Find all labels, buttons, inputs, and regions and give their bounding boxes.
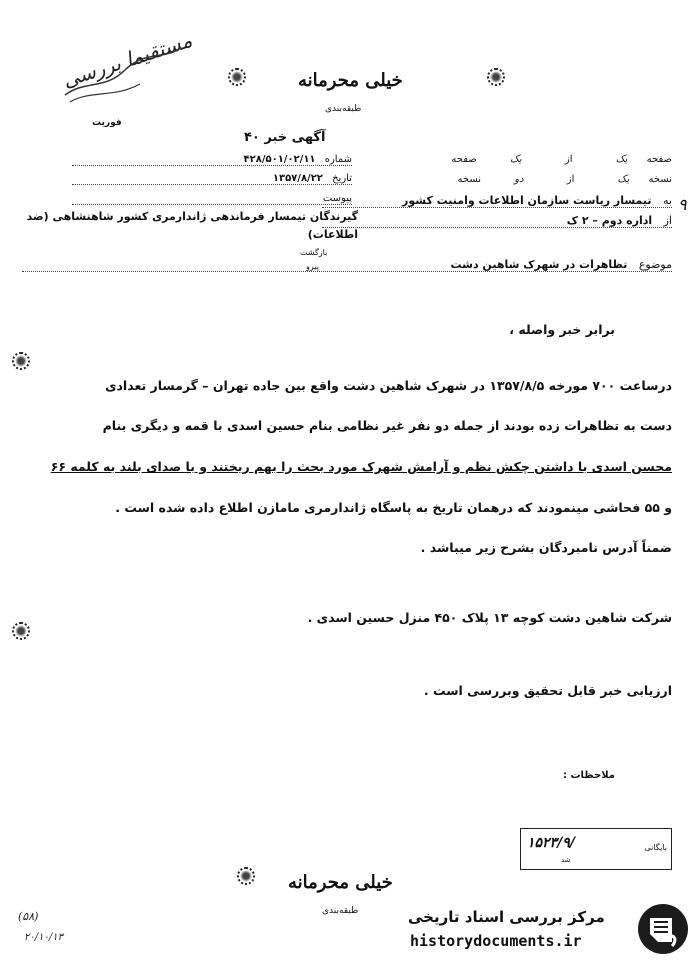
page-from: از [564, 154, 573, 165]
copy-row [332, 174, 672, 185]
to-value: تیمسار ریاست سازمان اطلاعات وامنیت کشور [402, 194, 652, 207]
body-line-4: و ۵۵ فحاشی مینمودند که درهمان تاریخ به پاسگاه ژاندارمری مامازن اطلاع داده شده است . [115, 500, 672, 515]
address: شرکت شاهین دشت کوچه ۱۳ پلاک ۴۵۰ منزل حسین اسدی . [307, 610, 672, 625]
from-row [322, 214, 672, 228]
classification-heading: خیلی محرمانه [298, 70, 403, 91]
date-label: تاریخ [332, 173, 352, 184]
page-of: صفحه [451, 154, 477, 165]
seal-top-left [228, 68, 246, 86]
date-row [72, 173, 352, 185]
attachment2-label: پیرو [306, 262, 319, 271]
margin-note-2: ۲۰/۱۰/۱۳ [24, 932, 63, 943]
margin-number: ۹ [678, 195, 687, 214]
stamp-sub: شد [561, 856, 571, 864]
watermark-logo-icon [636, 902, 690, 956]
watermark-org-name: مرکز بررسی اسناد تاریخی [408, 908, 605, 926]
subject-label: موضوع [638, 258, 672, 271]
notes-label: ملاحظات : [562, 770, 615, 781]
subject-value: تظاهرات در شهرک شاهین دشت [450, 258, 628, 271]
seal-body-left [12, 352, 30, 370]
subject-row [22, 258, 672, 272]
copy-total: دو [514, 174, 524, 185]
to-label: به [663, 194, 672, 207]
body-intro: برابر خبر واصله ، [509, 322, 615, 337]
number-label: شماره [324, 154, 352, 165]
handwritten-scribble [55, 40, 185, 110]
body-line-3: محسن اسدی با داشتن چکش نظم و آرامش شهرک مورد بحث را بهم ریختند و با صدای بلند به کلمه ۶۶ [50, 459, 672, 474]
document-title: آگهی خبر ۴۰ [244, 130, 326, 145]
evaluation: ارزیابی خبر قابل تحقیق وبررسی است . [423, 683, 672, 698]
seal-top-right [487, 68, 505, 86]
page-value: یک [615, 154, 628, 165]
recipients: گیرندگان تیمسار فرماندهی ژاندارمری کشور شاهنشاهی (ضد اطلاعات) [26, 210, 358, 241]
seal-bottom-left [237, 867, 255, 885]
from-label: از [663, 214, 672, 227]
followup-label: بازگشت [300, 248, 328, 257]
number-row [72, 154, 352, 166]
page-label: صفحه [646, 154, 672, 165]
page-row [332, 154, 672, 165]
attachment-label: پیوست [322, 193, 352, 204]
stamp-label: بایگانی [644, 843, 667, 852]
archive-stamp [520, 828, 672, 870]
handwritten-note-top: مستقیما بررسی [59, 27, 195, 93]
attachment-row [72, 193, 352, 205]
from-value: اداره دوم – ۲ ک [566, 214, 653, 227]
copy-label: نسخه [648, 174, 672, 185]
copy-value: یک [617, 174, 630, 185]
stamp-number: ۱۵۲۳/۹/ [527, 835, 575, 851]
watermark-url: historydocuments.ir [410, 932, 582, 950]
body-line-1: درساعت ۷۰۰ مورخه ۱۳۵۷/۸/۵ در شهرک شاهین دشت واقع بین جاده تهران – گرمسار تعدادی [105, 378, 672, 393]
urgency-label: فوریت [92, 118, 122, 128]
body-line-2: دست به تظاهرات زده بودند از جمله دو نفر غیر نظامی بنام حسین اسدی با قمه و دیگری بنام [102, 418, 672, 433]
body-line-5: ضمناً آدرس نامبردگان بشرح زیر میباشد . [420, 540, 672, 555]
copy-from: از [566, 174, 575, 185]
footer-classification: خیلی محرمانه [288, 872, 393, 893]
copy-of: نسخه [457, 174, 482, 185]
footer-classification-label: طبقه‌بندی [322, 906, 359, 916]
to-row [322, 194, 672, 208]
number-value: ۴۲۸/۵۰۱/۰۲/۱۱ [243, 154, 316, 165]
page-total: یک [509, 154, 522, 165]
date-value: ۱۳۵۷/۸/۲۲ [272, 173, 323, 184]
seal-middle-left [12, 622, 30, 640]
margin-note: (۵۸) [18, 910, 39, 923]
classification-label: طبقه‌بندی [325, 104, 362, 114]
